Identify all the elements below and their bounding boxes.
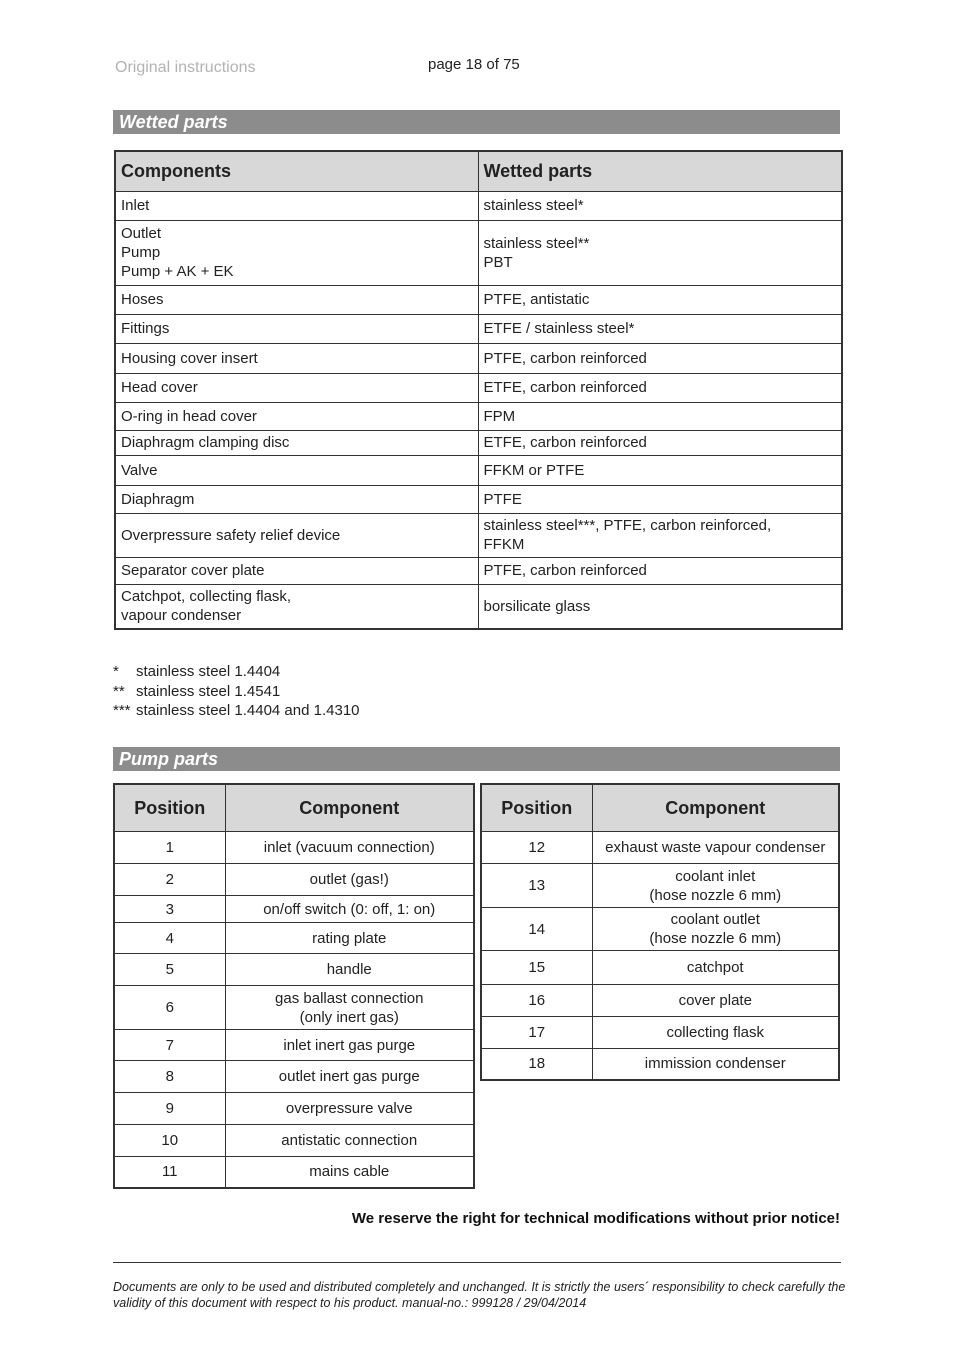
component-cell: Outlet Pump Pump + AK + EK xyxy=(115,220,478,285)
material-cell: borsilicate glass xyxy=(478,584,842,629)
table-row xyxy=(115,220,842,285)
table-row xyxy=(481,1049,839,1080)
footer-disclaimer: Documents are only to be used and distributed completely and unchanged. It is strictly the users´ responsibility to check carefully the validity of this document with respect to his product. manual-no.: 999128 / 29/04/2014 xyxy=(113,1280,846,1310)
footnote-mark: *** xyxy=(113,702,131,719)
position-cell: 9 xyxy=(114,1093,225,1125)
table-row xyxy=(114,832,474,864)
table-row xyxy=(481,908,839,951)
table-row xyxy=(115,513,842,557)
component-cell: Separator cover plate xyxy=(115,557,478,584)
position-cell: 12 xyxy=(481,832,592,864)
material-cell: PTFE, carbon reinforced xyxy=(478,557,842,584)
table-row xyxy=(114,1093,474,1125)
material-cell: stainless steel***, PTFE, carbon reinforced, FFKM xyxy=(478,513,842,557)
material-cell: FPM xyxy=(478,402,842,430)
table-row xyxy=(115,191,842,220)
footer-divider xyxy=(113,1262,841,1263)
reserve-notice: We reserve the right for technical modifications without prior notice! xyxy=(351,1210,840,1227)
table-row xyxy=(114,1157,474,1188)
position-cell: 15 xyxy=(481,951,592,985)
table-row xyxy=(115,584,842,629)
table-row xyxy=(114,986,474,1030)
component-cell: handle xyxy=(225,954,474,986)
table-row xyxy=(114,1061,474,1093)
footnote xyxy=(113,682,360,702)
component-cell: Housing cover insert xyxy=(115,343,478,373)
position-cell: 4 xyxy=(114,923,225,954)
table-row xyxy=(114,954,474,986)
col-header-position: Position xyxy=(481,784,592,832)
component-cell: exhaust waste vapour condenser xyxy=(592,832,839,864)
pump-parts-right-body xyxy=(481,832,839,1080)
position-cell: 14 xyxy=(481,908,592,951)
component-cell: rating plate xyxy=(225,923,474,954)
component-cell: antistatic connection xyxy=(225,1125,474,1157)
footnote-mark: * xyxy=(113,663,119,680)
table-row xyxy=(115,455,842,485)
pump-parts-left-body xyxy=(114,832,474,1188)
material-cell: PTFE, antistatic xyxy=(478,285,842,314)
col-header-position: Position xyxy=(114,784,225,832)
position-cell: 5 xyxy=(114,954,225,986)
component-cell: collecting flask xyxy=(592,1017,839,1049)
position-cell: 11 xyxy=(114,1157,225,1188)
table-row xyxy=(115,343,842,373)
table-row xyxy=(115,314,842,343)
position-cell: 6 xyxy=(114,986,225,1030)
table-row xyxy=(115,430,842,455)
position-cell: 13 xyxy=(481,864,592,908)
footnote-text: stainless steel 1.4404 and 1.4310 xyxy=(136,702,360,719)
section-title-pump: Pump parts xyxy=(113,747,840,771)
col-header-component: Component xyxy=(592,784,839,832)
page-number: page 18 of 75 xyxy=(428,56,520,73)
table-row xyxy=(114,896,474,923)
component-cell: Diaphragm clamping disc xyxy=(115,430,478,455)
component-cell: coolant inlet (hose nozzle 6 mm) xyxy=(592,864,839,908)
position-cell: 17 xyxy=(481,1017,592,1049)
component-cell: mains cable xyxy=(225,1157,474,1188)
pump-parts-table-left xyxy=(113,783,475,1189)
material-cell: stainless steel** PBT xyxy=(478,220,842,285)
material-cell: FFKM or PTFE xyxy=(478,455,842,485)
component-cell: immission condenser xyxy=(592,1049,839,1080)
position-cell: 10 xyxy=(114,1125,225,1157)
component-cell: Valve xyxy=(115,455,478,485)
component-cell: Overpressure safety relief device xyxy=(115,513,478,557)
component-cell: outlet (gas!) xyxy=(225,864,474,896)
col-header-component: Component xyxy=(225,784,474,832)
material-cell: stainless steel* xyxy=(478,191,842,220)
component-cell: Catchpot, collecting flask, vapour condenser xyxy=(115,584,478,629)
table-row xyxy=(481,1017,839,1049)
footnote-text: stainless steel 1.4541 xyxy=(136,682,281,700)
wetted-parts-body xyxy=(115,191,842,629)
table-row xyxy=(114,864,474,896)
table-row xyxy=(115,557,842,584)
section-title-wetted: Wetted parts xyxy=(113,110,840,134)
position-cell: 18 xyxy=(481,1049,592,1080)
table-row xyxy=(114,923,474,954)
table-row xyxy=(115,402,842,430)
material-cell: PTFE xyxy=(478,485,842,513)
material-cell: PTFE, carbon reinforced xyxy=(478,343,842,373)
component-cell: outlet inert gas purge xyxy=(225,1061,474,1093)
wetted-parts-table xyxy=(114,150,843,630)
material-cell: ETFE, carbon reinforced xyxy=(478,373,842,402)
position-cell: 7 xyxy=(114,1030,225,1061)
position-cell: 8 xyxy=(114,1061,225,1093)
footnote-text: stainless steel 1.4404 xyxy=(136,663,281,680)
table-row xyxy=(115,285,842,314)
component-cell: on/off switch (0: off, 1: on) xyxy=(225,896,474,923)
component-cell: inlet inert gas purge xyxy=(225,1030,474,1061)
table-row xyxy=(481,832,839,864)
component-cell: cover plate xyxy=(592,985,839,1017)
table-row xyxy=(114,1030,474,1061)
material-cell: ETFE / stainless steel* xyxy=(478,314,842,343)
position-cell: 1 xyxy=(114,832,225,864)
component-cell: Head cover xyxy=(115,373,478,402)
header-left-text: Original instructions xyxy=(115,59,256,76)
table-row xyxy=(481,985,839,1017)
position-cell: 16 xyxy=(481,985,592,1017)
component-cell: Diaphragm xyxy=(115,485,478,513)
table-row xyxy=(481,864,839,908)
table-row xyxy=(115,373,842,402)
component-cell: inlet (vacuum connection) xyxy=(225,832,474,864)
pump-parts-table-right xyxy=(480,783,840,1081)
component-cell: catchpot xyxy=(592,951,839,985)
component-cell: O-ring in head cover xyxy=(115,402,478,430)
component-cell: overpressure valve xyxy=(225,1093,474,1125)
material-cell: ETFE, carbon reinforced xyxy=(478,430,842,455)
footnote xyxy=(113,701,360,721)
footnote xyxy=(113,662,360,682)
footnotes xyxy=(113,662,360,721)
component-cell: Inlet xyxy=(115,191,478,220)
component-cell: Hoses xyxy=(115,285,478,314)
position-cell: 3 xyxy=(114,896,225,923)
component-cell: gas ballast connection (only inert gas) xyxy=(225,986,474,1030)
component-cell: coolant outlet (hose nozzle 6 mm) xyxy=(592,908,839,951)
component-cell: Fittings xyxy=(115,314,478,343)
table-row xyxy=(115,485,842,513)
col-header-components: Components xyxy=(115,151,478,191)
col-header-wetted: Wetted parts xyxy=(478,151,842,191)
footnote-mark: ** xyxy=(113,682,125,700)
table-row xyxy=(114,1125,474,1157)
table-row xyxy=(481,951,839,985)
position-cell: 2 xyxy=(114,864,225,896)
